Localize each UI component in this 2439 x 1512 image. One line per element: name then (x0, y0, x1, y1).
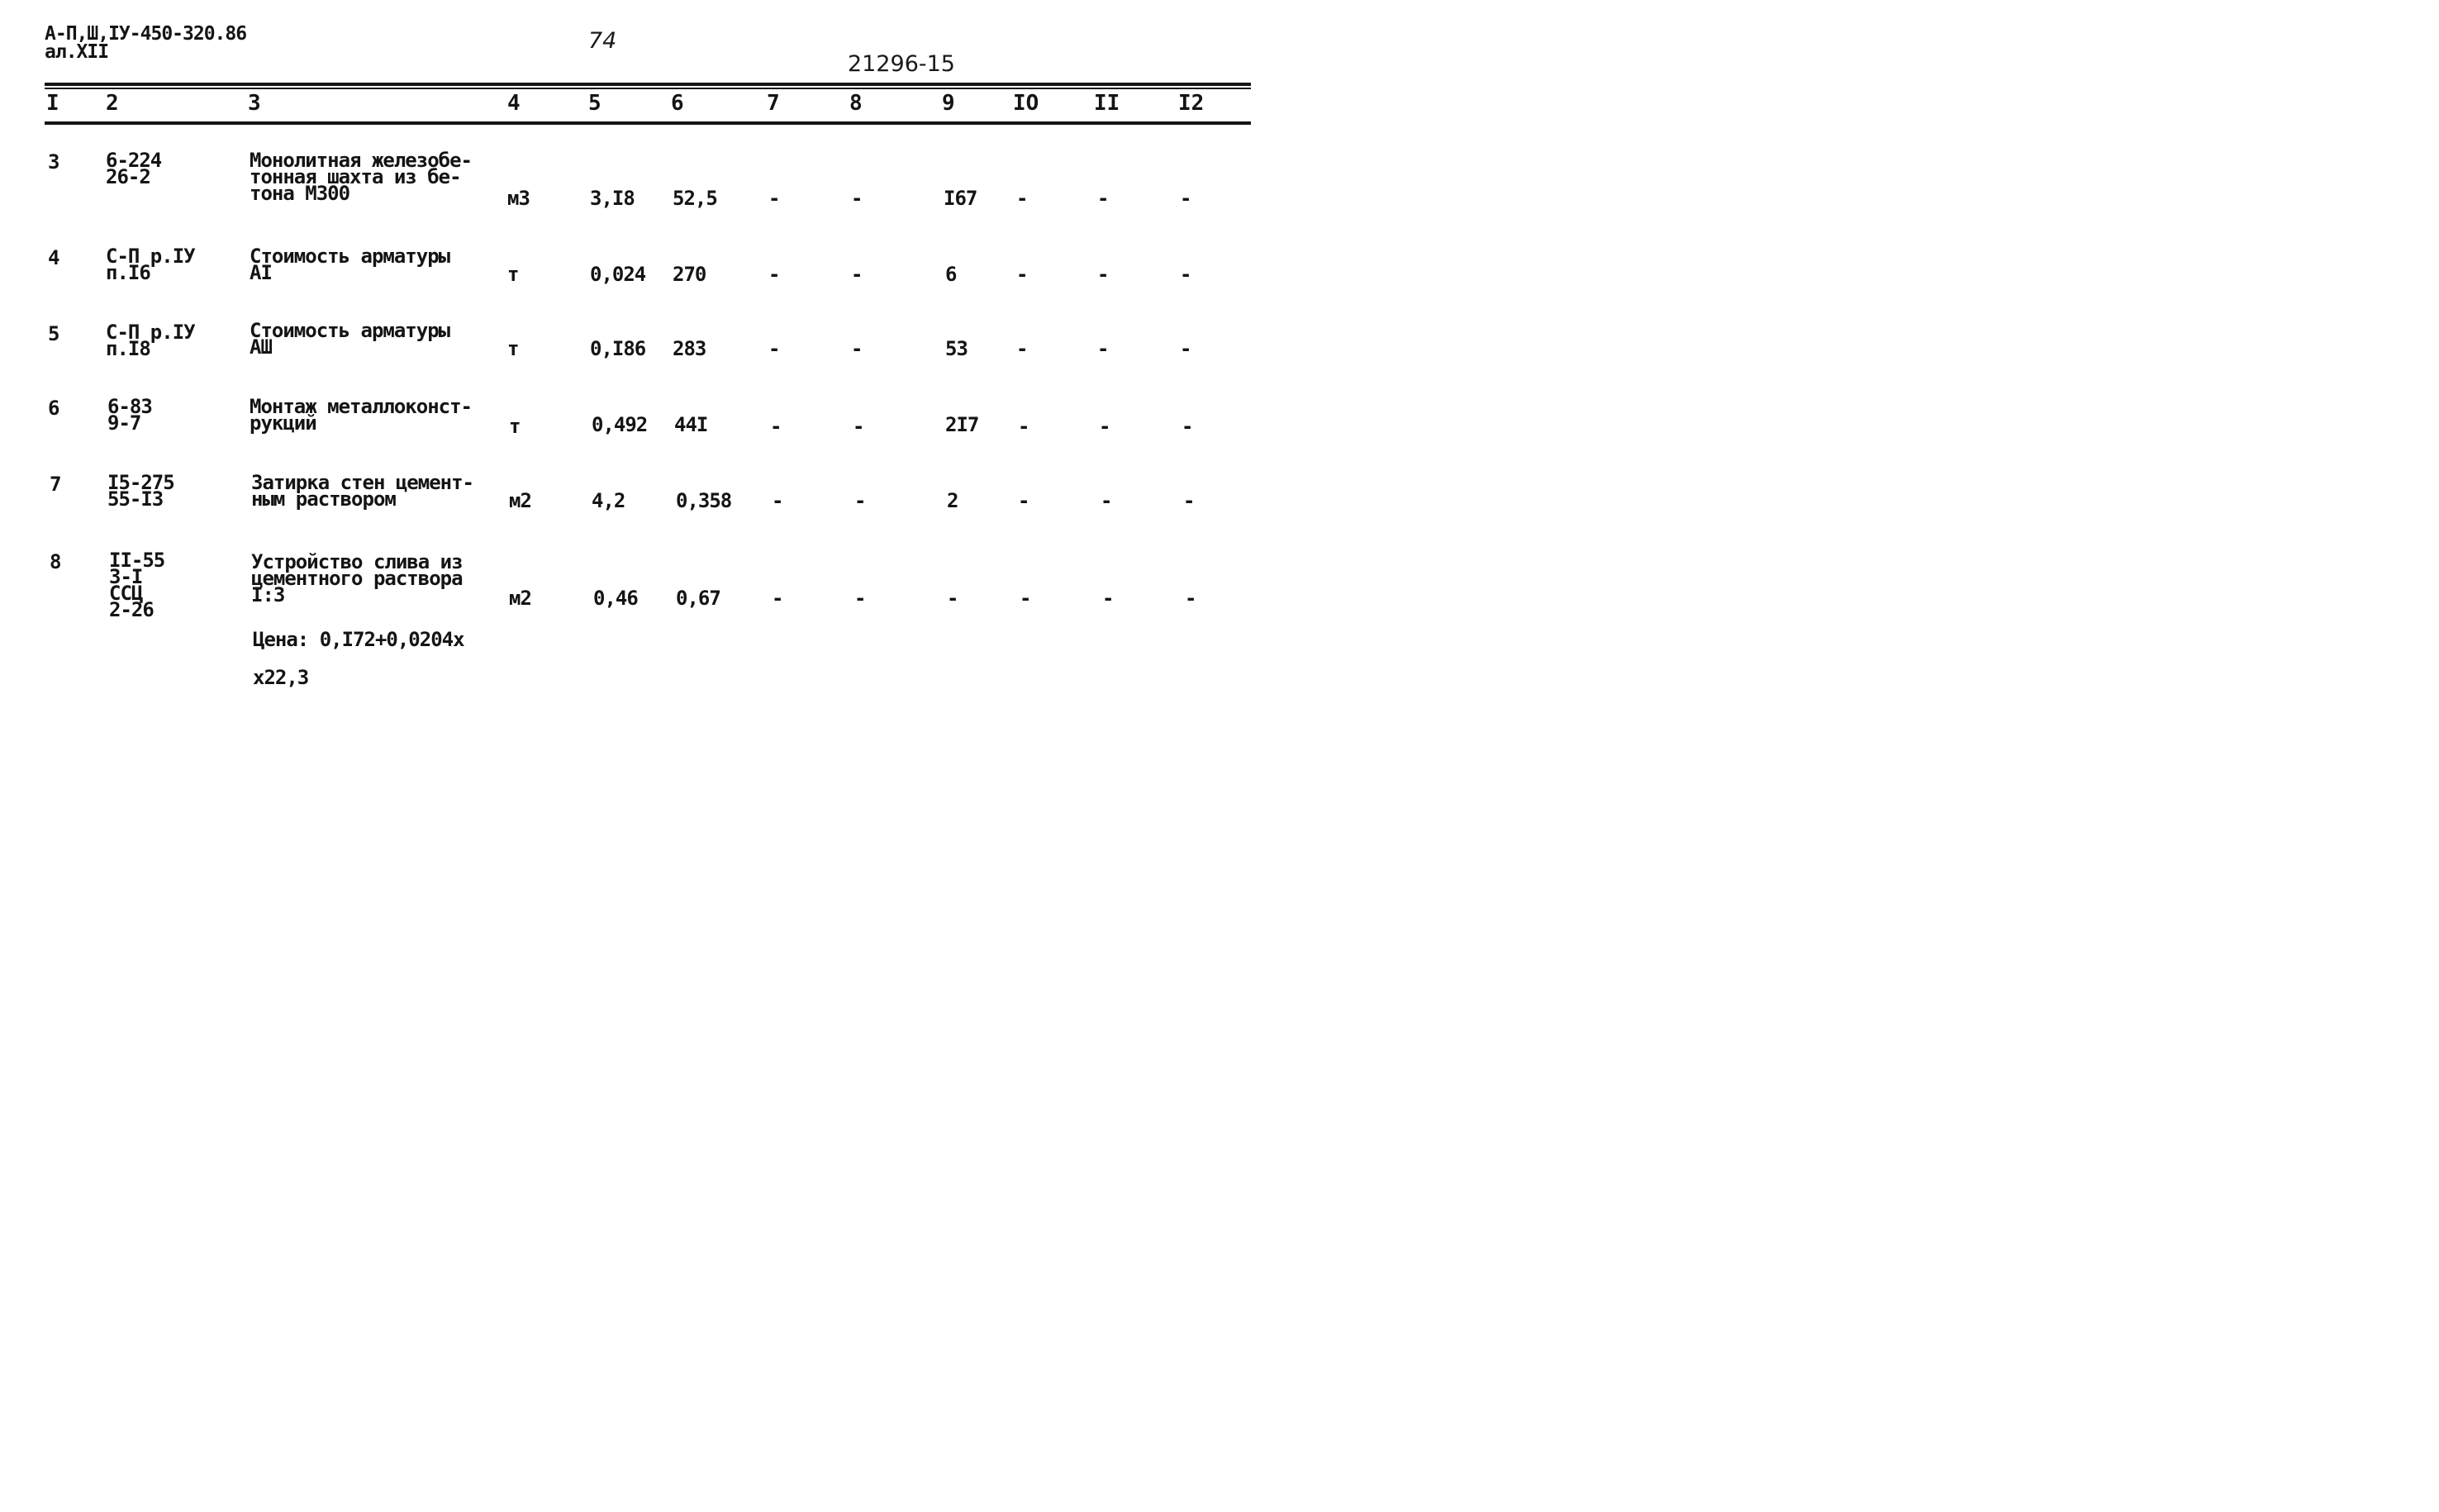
description-line: рукций (250, 411, 316, 435)
unit-price: 52,5 (673, 187, 717, 210)
header-rule-bottom (45, 121, 1251, 125)
description-line: тонная шахта из бе- (250, 165, 461, 188)
unit-price: 0,67 (676, 587, 720, 610)
description-line: АI (250, 261, 272, 284)
header-rule-top-thin (45, 88, 1251, 89)
col12-value: - (1180, 263, 1192, 286)
col11-value: - (1102, 587, 1115, 610)
column-header-3: 3 (248, 91, 261, 116)
col9-value: 6 (945, 263, 957, 286)
unit-price: 270 (673, 263, 706, 286)
unit: м2 (509, 489, 531, 512)
column-header-7: 7 (767, 91, 780, 116)
unit-price: 0,358 (676, 489, 732, 512)
rate-code-line: I5-275 (107, 471, 174, 494)
work-description (251, 471, 473, 511)
description-line: Монтаж металлоконст- (250, 395, 472, 418)
column-header-2: 2 (106, 91, 119, 116)
rate-code (106, 245, 195, 284)
column-header-12: I2 (1178, 91, 1205, 116)
rate-code-line: 2-26 (109, 598, 154, 621)
rate-code (109, 549, 165, 621)
quantity: 0,492 (592, 413, 648, 436)
rate-code (107, 471, 174, 511)
description-line: Устройство слива из (251, 550, 463, 573)
col11-value: - (1097, 263, 1110, 286)
column-header-5: 5 (588, 91, 601, 116)
col11-value: - (1097, 337, 1110, 360)
col11-value: - (1097, 187, 1110, 210)
description-line: Стоимость арматуры (250, 245, 450, 268)
col9-value: I67 (944, 187, 977, 210)
quantity: 0,024 (590, 263, 646, 286)
col8-value: - (854, 587, 867, 610)
row-number: 6 (48, 397, 59, 420)
col12-value: - (1180, 187, 1192, 210)
rate-code-line: 3-I (109, 565, 143, 588)
col12-value: - (1181, 415, 1194, 438)
unit: т (507, 263, 519, 286)
column-header-11: II (1094, 91, 1120, 116)
col7-value: - (768, 187, 781, 210)
description-line: Стоимость арматуры (250, 319, 450, 342)
col11-value: - (1099, 415, 1111, 438)
description-line: Затирка стен цемент- (251, 471, 473, 494)
col12-value: - (1183, 489, 1196, 512)
col8-value: - (851, 337, 863, 360)
column-header-8: 8 (849, 91, 863, 116)
quantity: 0,46 (593, 587, 638, 610)
rate-code-line: 55-I3 (107, 487, 164, 511)
work-description (251, 550, 463, 606)
quantity: 3,I8 (590, 187, 635, 210)
unit-price: 283 (673, 337, 706, 360)
unit: м3 (507, 187, 530, 210)
col7-value: - (768, 263, 781, 286)
rate-code-line: 6-224 (106, 149, 162, 172)
description-line: I:3 (251, 583, 285, 606)
description-line: тона М300 (250, 182, 350, 205)
col7-value: - (772, 587, 784, 610)
col10-value: - (1016, 263, 1029, 286)
column-header-4: 4 (507, 91, 521, 116)
document-code-line2: ал.XII (45, 41, 109, 63)
col10-value: - (1016, 337, 1029, 360)
unit: м2 (509, 587, 531, 610)
rate-code-line: 6-83 (107, 395, 152, 418)
col9-value: 53 (945, 337, 968, 360)
work-description (250, 245, 450, 284)
rate-code-line: II-55 (109, 549, 165, 572)
col7-value: - (772, 489, 784, 512)
rate-code-line: С-П р.IУ (106, 245, 195, 268)
document-code (45, 25, 246, 61)
price-note-line1: Цена: 0,I72+0,0204х (253, 628, 464, 651)
work-description (250, 319, 450, 359)
header-rule-top (45, 83, 1251, 86)
col10-value: - (1016, 187, 1029, 210)
col10-value: - (1020, 587, 1032, 610)
price-note-line2: х22,3 (253, 666, 309, 689)
description-line: АШ (250, 335, 272, 359)
col10-value: - (1018, 415, 1030, 438)
work-description (250, 395, 472, 435)
col11-value: - (1101, 489, 1113, 512)
column-header-9: 9 (942, 91, 955, 116)
work-description (250, 149, 472, 205)
row-number: 4 (48, 246, 59, 269)
rate-code (107, 395, 152, 435)
col8-value: - (851, 263, 863, 286)
rate-code-line: ССЦ (109, 582, 143, 605)
row-number: 7 (50, 473, 61, 496)
description-line: Монолитная железобе- (250, 149, 472, 172)
col10-value: - (1018, 489, 1030, 512)
rate-code-line: п.I6 (106, 261, 150, 284)
rate-code-line: п.I8 (106, 337, 150, 360)
row-number: 3 (48, 150, 59, 174)
col8-value: - (853, 415, 865, 438)
rate-code (106, 149, 162, 188)
quantity: 0,I86 (590, 337, 646, 360)
rate-code-line: 26-2 (106, 165, 150, 188)
rate-code (106, 321, 195, 360)
column-header-6: 6 (671, 91, 684, 116)
col8-value: - (851, 187, 863, 210)
document-number: 21296-15 (848, 51, 955, 77)
row-number: 5 (48, 322, 59, 345)
quantity: 4,2 (592, 489, 625, 512)
col7-value: - (768, 337, 781, 360)
unit: т (507, 337, 519, 360)
page-number: 74 (588, 28, 617, 54)
col8-value: - (854, 489, 867, 512)
unit-price: 44I (674, 413, 708, 436)
column-header-10: IO (1013, 91, 1039, 116)
column-header-1: I (46, 91, 59, 116)
col9-value: 2I7 (945, 413, 979, 436)
col9-value: - (947, 587, 959, 610)
description-line: цементного раствора (251, 567, 463, 590)
rate-code-line: С-П р.IУ (106, 321, 195, 344)
description-line: ным раствором (251, 487, 396, 511)
col12-value: - (1180, 337, 1192, 360)
unit: т (509, 415, 521, 438)
col12-value: - (1185, 587, 1197, 610)
col9-value: 2 (947, 489, 958, 512)
row-number: 8 (50, 550, 61, 573)
document-code-line1: А-П,Ш,IУ-450-320.86 (45, 23, 247, 45)
rate-code-line: 9-7 (107, 411, 141, 435)
col7-value: - (770, 415, 782, 438)
